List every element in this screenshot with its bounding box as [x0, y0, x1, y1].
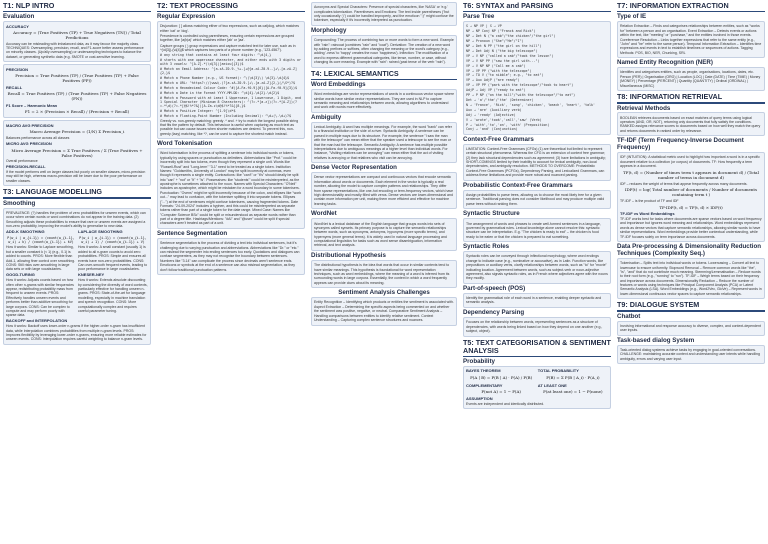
regex-line: # Match a URL: ^https?://(www\.)?[a-zA-Z0-9-]+\.[a-zA-Z]{2,}(/\S*)?$ — [160, 80, 295, 85]
grammar-rule: NP → Det N PP ("the girl on the hill") — [466, 44, 542, 49]
column-1 — [0, 0, 154, 544]
subsection-title-word-embeddings: Word Embeddings — [311, 81, 366, 89]
bayes-heading: BAYES THEOREM — [466, 368, 501, 374]
ner-box — [617, 67, 765, 91]
tfidf-note: IDF (INTUITION): A statistical metric used to highlight how important a word is in a specific document relative to a collection (or corpus) of documents. TF: How frequently a term appears in a document. — [620, 155, 760, 169]
addk-note: How it works: Similar to Laplace smoothing, but a smaller constant k (< 1) (e.g., 0.1) is added to counts. PROS: More flexible than Add-1, allowing finer control over smoothing. CONS: Still risks over-smoothing in large data sets or with large vocabularies. — [6, 245, 76, 272]
laplace-formula: P(w_i | w_{i-1}) = (count(w_{i-1}, w_i) + 1) / (count(w_{i-1}) + V) — [79, 235, 147, 244]
grammar-rule: VP → V NP NP ("Call me a cab") — [466, 63, 526, 68]
grammar-rule: S → NP VP | S → VP — [466, 24, 502, 29]
regex-line: # starts with one uppercase character, and either ends with 3 digits or with 3 vowels: ^[A-Z].*(\d{3}|[aeiou]{3})$ — [160, 57, 301, 67]
idf-note: IDF – reduces the weight of terms that appear frequently across many documents. — [620, 181, 748, 186]
bayes-formula: P(A | B) = P(B | A) · P(A) / P(B) — [470, 374, 533, 380]
complementary-cell — [466, 383, 536, 396]
acronyms-note: Acronyms and Special Characters: Presence of special characters, like 'NASA' or 'e.g.' complicates tokenization. Parentheses and Emotions: The text inside parentheses ("but only occasionally :)") could be handled improperly, and the emoticon ":)" might confuse the tokeniser, especially if it's incorrectly interpreted as punctuation. — [314, 5, 454, 23]
distributional-note: The distributional hypothesis is the idea that words that occur in similar contexts tend to have similar meanings. This hypothesis is foundational for word representation techniques, such as word embeddings, where the meaning of a word is inferred from its surrounding words in large corpora. Essentially, the context in which a word frequently appears can provide clues about its meaning. — [314, 263, 450, 285]
divider — [617, 11, 765, 12]
task-dialog-box — [617, 345, 765, 365]
regex-box — [157, 21, 305, 139]
subsection-title-retrieval: Retrieval Methods — [617, 104, 671, 112]
tfidf-vs-note: TF-IDF works best for tasks where documents are sparse vectors based on word frequency and importance but ignores word meaning and relationships. Word embeddings represent words as dense vectors that capture semantic relationships, allowing similar words to have similar representations. Word embeddings provide better contextual understanding, while TF-IDF focuses solely on term importance across documents. — [620, 217, 762, 239]
idf-formula: IDF(t) = log( Total number of documents / Number of documents containing term t ) — [624, 187, 758, 198]
syntactic-structure-box — [463, 218, 611, 242]
morphology-box — [311, 35, 457, 68]
grammar-rule: NP → Det N ("a cab"/"the chicken"/"the girl") — [466, 34, 556, 39]
smoothing-pair-2 — [6, 272, 148, 318]
tfidf-vs-heading: TF-IDF vs Word Embeddings — [620, 211, 675, 217]
subsection-title-word-tokenisation: Word Tokenisation — [157, 140, 213, 148]
pos-note: Identify the grammatical role of each word in a sentence, enabling deeper syntactic and semantic analysis. — [466, 296, 602, 305]
macro-micro-box — [3, 120, 151, 186]
backoff-note: How it works: Backoff uses lower-order n-grams if the higher-order n-gram has insufficient data, while Interpolation combines probabilities from multiple n-gram levels. PROS: Improves flexibility by leveraging lower-order n-grams, ensuring more reliable estimates for unseen events. CONS: Interpolation requires careful weighting to balance n-gram levels. — [6, 324, 147, 342]
precision-box — [3, 64, 151, 118]
dense-vector-box — [311, 172, 457, 209]
complementary-heading: COMPLEMENTARY — [466, 382, 503, 388]
pos-box — [463, 293, 611, 308]
pr-note: If the model performs well on larger classes but poorly on smaller classes, micro-precision may still be high, whereas macro-precision will be lower due to the poor performance on smaller classes. — [6, 170, 146, 183]
micro-note: Overall performance — [6, 159, 38, 164]
divider — [3, 197, 151, 198]
divider — [617, 102, 765, 103]
kneser-ney-note: How it works: Extends absolute discounting by considering the diversity of word contexts, particularly effective for handling unseen n-grams. PROS: State-of-the-art for language modelling, especially in machine translation and speech recognition. CONS: More computationally complex and requires careful parameter tuning. — [78, 278, 148, 313]
grammar-rule: VP → TO V ("to nibble"; e.g., "to eat") — [466, 73, 544, 78]
grammar-rule: PP → P NP ("on the hill"/"with the telescope"/"to eat") — [466, 93, 576, 98]
grammar-rule: VP → VP PP ("park with the telescope"/"took to heart") — [466, 83, 574, 88]
subsection-title-pcfg: Probabilistic Context-Free Grammars — [463, 181, 573, 189]
ie-note: Relation Extraction – Finds and categorises relationships between entities, such as "works for" between a person and an organisation. Event Extraction – Detects events or actions within the text, like "meeting" or "purchase," and the entities involved in those events. Coreference Resolution – Links together expressions that refer to the same entity (e.g., "John" and "he" refer to the same person). Temporal Information Extraction – Identifies time expressions and events in text to establish timelines or sequences of actions. Tagging Methods: POS, BIO, NER, Chunking, SRL — [620, 24, 762, 55]
precision-heading: PRECISION — [6, 66, 29, 72]
tfidf-product-note: TF-IDF – is the product of TF and IDF — [620, 198, 679, 203]
syntactic-roles-note: Syntactic roles can be conveyed through inflectional morphology, where word endings change to indicate case (e.g., nominative or accusative), as in Latin. Function words, like prepositions or auxiliary verbs, clarify relationships between words, such as "to" for "movie" indicating location. Agreement between words, such as subject-verb or noun-adjective agreement, also signals syntactic roles, as in French where adjectives agree with the nouns they modify. — [466, 254, 608, 281]
subsection-title-syntactic-roles: Syntactic Roles — [463, 243, 510, 251]
accuracy-heading: ACCURACY — [6, 23, 29, 29]
macro-formula: Macro Average Precision = (1/N) Σ Precision_i — [29, 129, 125, 135]
regex-line: # Match a Phone Number (e.g., US format): ^\(\d{3}\) \d{3}-\d{4}$ — [160, 76, 290, 80]
section-title-t3: T3: LANGUAGE MODELLING — [3, 187, 103, 197]
dependency-note: Focuses on the relationship between words, representing sentences as a structure of dependencies, with words being linked based on how they depend on one another (e.g., subject, object). — [466, 320, 603, 333]
wordnet-note: WordNet is a lexical database of the English language that groups words into sets of synonyms called synsets. Its primary purpose is to capture the semantic relationships between words, such as synonyms, antonyms, hyponyms (more specific terms), and hypernyms (more general terms). It is widely used in natural language processing and computational linguistics for tasks such as word sense disambiguation, information retrieval, and text analysis. — [314, 221, 447, 248]
regex-line: # Match a Floating-Point Number (Including Decimal): ^\d+(\.\d+)?$ — [160, 113, 292, 118]
subsection-title-tfidf: TF-IDF (Term Frequency-Inverse Document Frequency) — [617, 137, 744, 152]
grammar-rule: VP → Aux AdjP ("are ready") — [466, 78, 520, 83]
grammar-rule: VP → VP PP ("with the telescope") — [466, 68, 532, 73]
section-title-t4: T4: LEXICAL SEMANTICS — [311, 68, 399, 78]
tfidf-box — [617, 152, 765, 242]
assumption-note: Events are independent and identically distributed. — [466, 401, 545, 406]
complementary-formula: P(not A) = 1 − P(A) — [481, 389, 521, 395]
addk-heading: ADD-K SMOOTHING — [6, 229, 45, 235]
recall-heading: RECALL — [6, 84, 23, 90]
accuracy-box — [3, 21, 151, 62]
total-probability-cell — [538, 368, 608, 381]
precision-formula: Precision = True Positives (TP) / (True Positives (TP) + False Positives (FP)) — [15, 73, 139, 84]
laplace-column — [78, 229, 148, 272]
section-title-t8: T8: INFORMATION RETRIEVAL — [617, 92, 723, 102]
subsection-title-preprocessing: Data Pre-processing & Dimensionality Reduction Techniques (Complexity Seq.) — [617, 243, 762, 258]
sentence-segmentation-note: Sentence segmentation is the process of dividing a text into individual sentences, but it's challenging due to varying punctuation and abbreviations. Abbreviations like "Dr." or "etc." can mislead the segmenter into ending sentences too early. Quotations and dialogues can confuse segmenters, as they may not recognise the boundary between sentences. Numbers like "3.14" can complicate the process since decimals aren't sentence ends. Emoticons or symbols at the end of a sentence can also mislead segmentation, as they don't follow traditional punctuation patterns. — [160, 241, 300, 272]
macro-note: Balances performance across all classes — [6, 135, 70, 140]
grammar-rule: AdjP → Adj VP ("ready to eat") — [466, 88, 526, 93]
regex-line: Capture groups ( ) group expressions and capture matched text for later use, such as in ^(\d{3})-(\d{4})$ which captures two parts of a phone number (e.g., '123-4567'). — [160, 43, 296, 52]
addk-formula: P(w_i | w_{i-1}) = (count(w_{i-1}, w_i) + k) / (count(w_{i-1}) + kV) — [7, 235, 75, 244]
micro-heading: MICRO AVG PRECISION — [6, 141, 52, 147]
grammar-rule: NP → NP Conj NP ("Franck and Rick") — [466, 29, 536, 34]
subsection-title-ner: Named Entity Recognition (NER) — [617, 59, 713, 67]
micro-formula: Micro Average Precision = Σ True Positives / Σ (True Positives + False Positives) — [11, 147, 143, 158]
syntactic-structure-note: The arrangement of words and phrases to create well-formed sentences in a language, governed by grammatical rules. Lexical knowledge alone cannot resolve this: syntactic structure can be interpretation. E.g. "The chicken is ready to eat" – the chicken is food ready to be eaten or that the chicken is prepared to eat something. — [466, 221, 601, 239]
ambiguity-box — [311, 122, 457, 164]
laplace-note: How it works: A small constant (usually 1) is added to all n-gram counts to avoid zero probabilities. PROS: Simple and ensures all events have non-zero probabilities. CONS: Can over-smooth frequent events, leading to poor performance in large vocabularies. — [78, 245, 148, 272]
cfg-note: LIMITATION: Context-Free Grammars (CFGs) (1) are theoretical but limited to represent certain structural phenomena. Whereas the CFG is an extension of context free grammar; (2) they lack structural dependencies such as agreement; (3) have limitations in ambiguity; SHORT-COMINGS limited by their inability to account for lexical ambiguity, non-local dependencies, and ambiguity resolution. METHODS TO OVERCOME: Probabilistic Context-Free Grammars (PCFGs), Dependency Parsing, and Lexicalized Grammars, can address these limitations and provide more robust and nuanced parsing. — [466, 146, 606, 178]
subsection-title-sentiment-challenges: Sentiment Analysis Challenges — [338, 289, 430, 297]
cfg-box — [463, 144, 611, 181]
subsection-title-dense-vector: Dense Vector Representation — [311, 164, 397, 172]
section-title-t5: T5: TEXT CATEGORISATION & SENTIMENT ANALYSIS — [463, 337, 611, 355]
subsection-title-parse-tree: Parse Tree — [463, 13, 495, 21]
kneser-ney-column — [78, 272, 148, 318]
backoff-heading: BACKOFF and INTERPOLATION — [6, 318, 68, 324]
word-tokenisation-box — [157, 148, 305, 229]
at-least-one-formula: P(at least one) = 1 − P(none) — [543, 389, 603, 395]
grammar-rule: Adj → 'ready' (Adjective) — [466, 112, 516, 117]
grammar-rule: N → 'France', 'Rick', 'song', 'chicken', 'beach', 'heart', 'talk' — [466, 102, 596, 107]
retrieval-box — [617, 112, 765, 136]
sentiment-challenges-box — [311, 297, 457, 325]
parse-tree-box — [463, 21, 611, 135]
section-title-t1: T1: NLP INTRO — [3, 1, 55, 10]
laplace-heading: LAPLACE SMOOTHING — [78, 229, 123, 235]
accuracy-formula: Accuracy = (True Positives (TP) + True Negatives (TN)) / Total Predictions — [13, 30, 141, 41]
syntactic-roles-box — [463, 251, 611, 284]
addk-column — [6, 229, 76, 272]
regex-line: # Match a Hexadecimal Colour Code: ^#([A-Fa-f0-9]{6}|[A-Fa-f0-9]{3})$ — [160, 85, 297, 90]
smoothing-note: PREVALENCE: (?) handles the problem of zero probabilities for unseen events, which can occur when certain words or word combinations do not appear in the training data. (2) Smoothing adjusts these probabilities to ensure that rare or unseen events are assigned a non-zero probability, improving the model's ability to generalize to new data. — [6, 210, 146, 229]
divider — [157, 11, 305, 12]
regex-line: Greedy vs. non-greedy matching: greedy .* and .+ try to match the longest possible string that fits the pattern by default. This behaviour is useful when capturing as much text as possible but can cause issues when shorter matches are desired. To prevent this, non-greedy (lazy) matching, like *?, can be used to capture the shortest match instead. — [160, 118, 299, 136]
grammar-rule: P → 'with','to','on', 'with' (Preposition) — [466, 122, 550, 127]
chatbot-box — [617, 321, 765, 336]
regex-line: # Match an Email Address: ^[a-zA-Z0-9._%+-]+@[a-zA-Z0-9.-]+\.[a-zA-Z]{2,}$ — [160, 66, 297, 76]
probability-grid — [466, 368, 608, 396]
grammar-rule: VP → V NP ("called a cab"/"took the lesson") — [466, 53, 554, 58]
grammar-rule: NP → Pronoun ("She"/"He"/"I") — [466, 39, 524, 44]
section-title-t7: T7: INFORMATION EXTRACTION — [617, 1, 729, 10]
word-tokenisation-note: Word tokenisation is the process of splitting a sentence into individual words or tokens, typically by using spaces or punctuation as delimiters. Abbreviations like "Prof." could be incorrectly split into two tokens, even though they represent a single unit. Words like "Russell-Rust" and "Long-term" "3-1" need to be treated as a single token. Institution Names: "Goldsmiths, University of London" may be split incorrectly at commas, even though it represents a single entity. Contractions: like "can't" or "it's" should ideally be split into "can" + "not" or "it" + "is". Possessives: like "students'" could be misinterpreted, as the apostrophe is sometimes attached to the noun. Names with Special Characters: "O'Neil" includes an apostrophe, which might be mistaken for a word boundary in some tokenisers. Punctuation: "Ovens" might be split incorrectly because of the colon, and ellipses like "work out..." may lead to confusion, with the tokeniser splitting it into separate tokens. Ellipses ("...") at the end of sentences might confuse tokenisers, causing fragmented tokens. Date Formats: "24-09-2024" includes a hyphen, and this could be misinterpreted as separate tokens rather than part of a single token for the date range. Mixed Case: Names like "Computer Science BSc" could be split or misunderstood as separate words rather than part of a degree title. Hashtags/Mentions: "#AI" and "@user" could be split if special characters aren't treated as part of a unit. — [160, 151, 302, 226]
preprocessing-box — [617, 258, 765, 300]
subsection-title-type-of-ie: Type of IE — [617, 13, 647, 21]
divider — [3, 11, 151, 12]
total-probability-formula: P(B) = Σ P(B | A_i) · P(A_i) — [546, 374, 600, 380]
f1-formula: F1 = 2 × (Precision × Recall) / (Precision + Recall) — [24, 109, 130, 115]
grammar-rule: V → 'wrote','took','call','saw' (Verb) — [466, 117, 542, 122]
word-embeddings-box — [311, 89, 457, 113]
task-dialog-note: Task-oriented dialog systems achieve tasks by engaging in goal-oriented conversations. CHALLENGE: maintaining accurate context and understanding user intents while handling ambiguity, errors and varying user input. — [620, 348, 760, 361]
smoothing-box — [3, 208, 151, 345]
dense-vector-note: Dense vector representations are compact and continuous vectors that encode semantic information about words or documents. Each element in the vector is typically a real number, allowing the model to capture complex patterns and relationships. They differ from sparse representations, like one-hot encoding or term-frequency vectors, which have high dimensionality and mostly filled with zeros. Dense vectors are lower-dimensional and contain more information per unit, making them more efficient and effective for machine learning tasks. — [314, 175, 454, 206]
ambiguity-note: Lexical Ambiguity: A word has multiple meanings. For example, the word "bank" can refer to a financial institution or the side of a river. Syntactic Ambiguity: A sentence can be parsed in multiple ways due to its structure. For example, the sentence "I saw the man with the telescope" can mean either that the speaker used a telescope to see the man or that the man had the telescope. Semantic Ambiguity: A sentence has multiple possible interpretations due to ambiguous meanings at a higher level than individual words. For instance, "Visiting relatives can be annoying" can mean either that the act of visiting relatives is annoying or that relatives who visit can be annoying. — [314, 125, 452, 160]
accuracy-note: Accuracy can be misleading with imbalanced data, as it may favour the majority class. TECHNIQUES: Oversampling, precision, recall, and F1-score better assess performance on minority classes. (Up/ally oversampling) or undersampling techniques to balance the dataset, or generating synthetic data (e.g. SMOTE or cost-sensitive learning. — [6, 41, 144, 59]
subsection-title-syntactic-structure: Syntactic Structure — [463, 210, 520, 218]
tf-formula: TF(t, d) = (Number of times term t appears in document d) / (Total number of terms in document d) — [623, 170, 759, 181]
pcfg-note: Assign probabilities to parse trees, allowing us to choose the most likely tree for a given sentence. Traditional parsing does not consider likelihood and may produce multiple valid parse trees without ranking them. — [466, 193, 605, 206]
subsection-title-ambiguity: Ambiguity — [311, 113, 342, 121]
grammar-rule: NP → Det Adj N ("the big telescope") — [466, 48, 538, 53]
subsection-title-chatbot: Chatbot — [617, 312, 641, 320]
section-title-t6: T6: SYNTAX and PARSING — [463, 1, 554, 10]
wordnet-box — [311, 218, 457, 251]
assumption-heading: ASSUMPTION — [466, 395, 493, 401]
divider — [463, 356, 611, 357]
column-4 — [460, 0, 614, 544]
column-5 — [614, 0, 768, 544]
pcfg-box — [463, 190, 611, 210]
f1-heading: F1 Score – Harmonic Mean — [6, 102, 58, 108]
good-turing-column — [6, 272, 76, 318]
word-embeddings-note: Word embeddings are vector representations of words in a continuous vector space where similar words have similar vector representations. They are used in NLP to capture semantic meaning and relationships between words, allowing algorithms to understand and work with words more effectively. — [314, 92, 455, 110]
subsection-title-task-dialog: Task-based dialog System — [617, 336, 695, 344]
chatbot-note: Involving informational and response accuracy to diverse, complex, and context-dependent user inputs. — [620, 323, 761, 333]
subsection-title-smoothing: Smoothing — [3, 199, 36, 207]
subsection-title-morphology: Morphology — [311, 27, 347, 35]
regex-line: # any string that contains at least four digits: ^\d{4,} — [160, 53, 272, 58]
smoothing-pair-1 — [6, 229, 148, 272]
section-title-t2: T2: TEXT PROCESSING — [157, 1, 239, 10]
macro-heading: MACRO AVG PRECISION — [6, 122, 54, 128]
sentence-segmentation-box — [157, 238, 305, 275]
regex-line: # Match a Password with at Least 1 Uppercase, 1 Lowercase, 1 Digit, and 1 Special Character (Minimum 8 Characters): ^(?=.*[a-z])(?=.*[A-Z])(?=.*\d)(?=.*[@$!%*?&])[A-Za-z\d@$!%*?&]{8,}$ — [160, 95, 301, 108]
ner-note: Identifies and categorises entities, such as people, organisations, locations, dates, etc. Person (PER) | Organisation (ORG) | Location (LOC) | Date (DATE) | Time (TIME) | Money (MONEY) | Percentage (PERCENT) | Quantity (QUANTITY) | Ordinal (ORDINAL) | Miscellaneous (MISC) — [620, 70, 761, 88]
distributional-box — [311, 260, 457, 288]
at-least-one-heading: AT LEAST ONE — [537, 382, 567, 388]
subsection-title-regex: Regular Expression — [157, 13, 216, 21]
subsection-title-cfg: Context-Free Grammars — [463, 135, 534, 143]
kneser-ney-heading: KNESER-NEY — [78, 272, 105, 278]
regex-line: Precedence is controlled using parentheses, ensuring certain expressions are grouped together, like 'ja(b|a)' which matches either 'jab' or 'jaa'. — [160, 33, 295, 43]
subsection-title-sentence-segmentation: Sentence Segmentation — [157, 230, 228, 238]
subsection-title-distributional: Distributional Hypothesis — [311, 252, 386, 260]
grammar-rule: Aux → 'are' (Auxiliary verb) — [466, 107, 522, 112]
probability-box — [463, 366, 611, 409]
column-2 — [154, 0, 308, 544]
divider — [311, 79, 457, 80]
preprocessing-note: Tokenisation – Splits text into individual words or tokens. Lowercasing – Convert all text to lowercase to ensure uniformity. Stopword Removal – Remove common words like "the", "is", "and" that do not contribute much meaning. Stemming/Lemmatisation – Reduce words to their root form (e.g., "running" to "run"). TF-IDF – Weigh terms based on their frequency and importance across documents. Dimensionality Reduction – Reduce the number of features or words using techniques like Principal Component Analysis (PCA) or Latent Semantic Analysis (LSA). Word Embeddings (e.g., Word2Vec, GloVe) – Represent words in lower-dimensional continuous vector spaces to capture semantic relationships. — [620, 261, 762, 296]
regex-line: Disjunction: [ ] allows matching either of two expressions, such as cat|dog, which matches either 'cat' or 'dog'. — [160, 24, 300, 33]
retrieval-note: BOOLEAN retrieves documents based on exact matches of query terms using logical operators (AND, OR, NOT), returning only documents that fully satisfy the conditions. RANKED assigns relevance scores to documents based on how well they match the query and returns documents in ranked order by relevance. — [620, 115, 761, 133]
morphology-note: Compounding: The process of combining two or more words to form a new word. Example with "rain": raincoat (combines "rain" and "coat"). Derivation: The creation of a new word by adding prefixes or suffixes, often changing the meaning or the word's category (e.g., adding '-ness' to 'happy' creates the noun 'happiness'). Inflection: The modification of a word to express different grammatical categories, like tense, number, or case, without changing its core meaning. Example with "rain": rained (past tense of the verb "rain"). — [314, 38, 454, 65]
subsection-title-probability: Probability — [463, 357, 495, 365]
grammar-rule: Conj → 'and' (Conjunction) — [466, 127, 518, 132]
good-turing-note: How it works: Adjusts counts based on how often other n-grams with similar frequencies appear, redistributing probability mass from frequent to unseen events. PROS: Effectively handles unseen events and performs better than additive smoothing for large corpora. CONS: Can be complex to compute and may perform poorly with sparse data. — [6, 278, 74, 318]
subsection-title-evaluation: Evaluation — [3, 13, 35, 21]
good-turing-heading: GOOD-TURING — [6, 272, 35, 278]
subsection-title-wordnet: WordNet — [311, 210, 337, 218]
divider — [463, 11, 611, 12]
column-3 — [308, 0, 460, 544]
at-least-one-cell — [538, 383, 608, 396]
grammar-rule: VP → V NP PP ("saw the girl with...") — [466, 58, 540, 63]
subsection-title-pos: Part-of-speech (POS) — [463, 284, 526, 292]
acronyms-box — [311, 2, 457, 26]
sentiment-challenges-note: Entity Recognition – Identifying which products or entities the sentiment is associated with. Aspect Extraction – Determining the specific aspects being commented on and whether the sentiment was positive, negative, or neutral. Comparative Sentiment Analysis – Handling comparisons between entities to identify relative sentiment. Context Understanding – Capturing complex sentence structures and nuances. — [314, 300, 454, 322]
recall-formula: Recall = True Positives (TP) / (True Positives (TP) + False Negatives (FN)) — [7, 91, 147, 102]
tfidf-formula: TF-IDF(t, d) = TF(t, d) × IDF(t) — [659, 204, 723, 210]
divider — [617, 310, 765, 311]
total-probability-heading: TOTAL PROBABILITY — [537, 368, 579, 374]
pr-heading: PRECISION-RECALL — [6, 164, 46, 170]
regex-line: # Match a Date in the Format YYYY-MM-DD: ^\d{4}-\d{2}-\d{2}$ — [160, 90, 280, 95]
regex-line: # Match a Positive Integer: ^[1-9]\d*$ — [160, 108, 236, 113]
dependency-box — [463, 317, 611, 337]
bayes-cell — [466, 368, 536, 381]
ie-box — [617, 21, 765, 58]
grammar-rule: Det → 'a'/'the'/'the' (Determiner) — [466, 98, 534, 103]
section-title-t9: T9: DIALOGUE SYSTEM — [617, 300, 700, 310]
subsection-title-dependency: Dependency Parsing — [463, 309, 525, 317]
